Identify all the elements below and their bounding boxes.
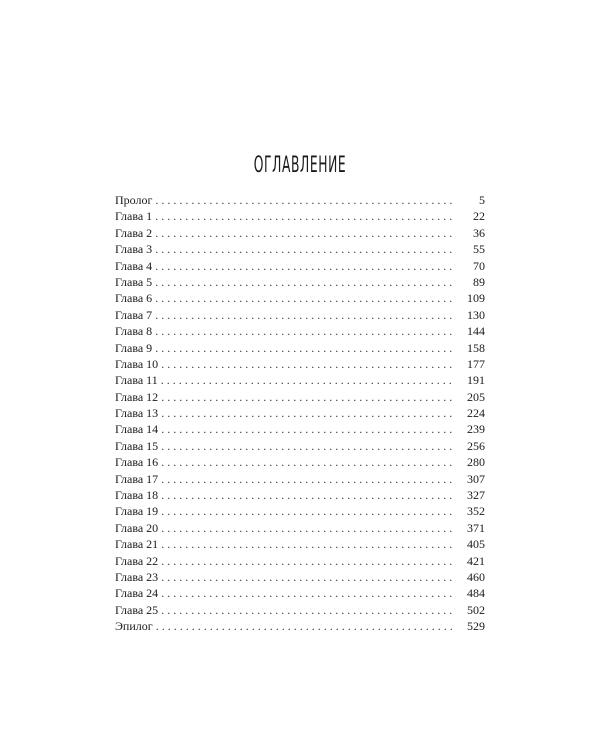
- toc-entry: [115, 569, 485, 585]
- toc-entry-page-number: 502: [467, 602, 485, 617]
- toc-entry-page-number: 239: [467, 422, 485, 437]
- dot-leader: [161, 471, 455, 487]
- toc-entry-label: Глава 9: [115, 340, 153, 355]
- toc-entry-label: Глава 13: [115, 406, 159, 421]
- toc-entry-label: Глава 25: [115, 602, 159, 617]
- dot-leader: [161, 405, 455, 421]
- toc-entry-label: Глава 2: [115, 225, 153, 240]
- toc-entry-page-number: 280: [467, 455, 485, 470]
- toc-entry: [115, 274, 485, 290]
- toc-entry-label: Глава 1: [115, 209, 153, 224]
- dot-leader: [155, 192, 455, 208]
- toc-entry: [115, 471, 485, 487]
- toc-entry: [115, 536, 485, 552]
- toc-entry: [115, 208, 485, 224]
- toc-entry-label: Глава 5: [115, 274, 153, 289]
- toc-entry: [115, 356, 485, 372]
- dot-leader: [161, 454, 455, 470]
- toc-entry-page-number: 70: [473, 258, 485, 273]
- dot-leader: [155, 274, 455, 290]
- dot-leader: [155, 290, 455, 306]
- dot-leader: [155, 258, 455, 274]
- toc-entry-label: Глава 19: [115, 504, 159, 519]
- toc-entry-page-number: 352: [467, 504, 485, 519]
- toc-entry-label: Глава 11: [115, 373, 158, 388]
- toc-entry: [115, 192, 485, 208]
- toc-entry: [115, 520, 485, 536]
- toc-entry: [115, 307, 485, 323]
- dot-leader: [161, 553, 455, 569]
- toc-entry-label: Глава 23: [115, 569, 159, 584]
- toc-entry-page-number: 405: [467, 537, 485, 552]
- toc-entry-label: Глава 24: [115, 586, 159, 601]
- toc-entry: [115, 258, 485, 274]
- dot-leader: [155, 225, 455, 241]
- toc-entry-page-number: 22: [473, 209, 485, 224]
- toc-entry: [115, 438, 485, 454]
- toc-entry-page-number: 256: [467, 438, 485, 453]
- toc-entry-label: Глава 15: [115, 438, 159, 453]
- dot-leader: [155, 307, 455, 323]
- toc-entry-label: Глава 7: [115, 307, 153, 322]
- toc-entry-label: Глава 18: [115, 488, 159, 503]
- toc-entry: [115, 225, 485, 241]
- toc-entry: [115, 585, 485, 601]
- toc-entry-page-number: 529: [467, 619, 485, 634]
- toc-entry-label: Глава 3: [115, 242, 153, 257]
- toc-entry-page-number: 130: [467, 307, 485, 322]
- dot-leader: [161, 356, 455, 372]
- toc-entry: [115, 454, 485, 470]
- toc-entry-page-number: 109: [467, 291, 485, 306]
- dot-leader: [156, 618, 455, 634]
- dot-leader: [161, 503, 455, 519]
- toc-entry-page-number: 55: [473, 242, 485, 257]
- dot-leader: [155, 323, 455, 339]
- dot-leader: [161, 438, 455, 454]
- toc-entry-label: Пролог: [115, 193, 153, 207]
- toc-entry: [115, 421, 485, 437]
- dot-leader: [161, 421, 455, 437]
- toc-entry-label: Глава 16: [115, 455, 159, 470]
- toc-entry-label: Глава 8: [115, 324, 153, 339]
- toc-entry: [115, 290, 485, 306]
- toc-entry-page-number: 307: [467, 471, 485, 486]
- toc-entry-label: Глава 12: [115, 389, 159, 404]
- toc-entry-page-number: 484: [467, 586, 485, 601]
- toc-entry: [115, 553, 485, 569]
- toc-entry: [115, 340, 485, 356]
- toc-entry-page-number: 327: [467, 488, 485, 503]
- toc-entry-label: Глава 6: [115, 291, 153, 306]
- dot-leader: [161, 602, 455, 618]
- toc-entry: [115, 503, 485, 519]
- toc-entry-page-number: 460: [467, 569, 485, 584]
- dot-leader: [161, 569, 455, 585]
- toc-entry-page-number: 191: [467, 373, 485, 388]
- dot-leader: [155, 208, 455, 224]
- toc-entry: [115, 241, 485, 257]
- toc-entry-page-number: 224: [467, 406, 485, 421]
- dot-leader: [155, 340, 455, 356]
- toc-entry-page-number: 144: [467, 324, 485, 339]
- toc-entry-label: Глава 17: [115, 471, 159, 486]
- table-of-contents: [115, 192, 485, 635]
- toc-entry-page-number: 36: [473, 225, 485, 240]
- toc-entry: [115, 323, 485, 339]
- toc-entry: [115, 487, 485, 503]
- dot-leader: [155, 241, 455, 257]
- toc-entry: [115, 372, 485, 388]
- dot-leader: [161, 487, 455, 503]
- toc-entry-label: Глава 22: [115, 553, 159, 568]
- toc-entry-page-number: 205: [467, 389, 485, 404]
- toc-entry-label: Глава 20: [115, 520, 159, 535]
- toc-entry-page-number: 177: [467, 356, 485, 371]
- toc-entry: [115, 602, 485, 618]
- toc-entry-label: Эпилог: [115, 619, 153, 634]
- toc-entry-page-number: 5: [479, 193, 485, 207]
- toc-entry: [115, 618, 485, 634]
- toc-entry-page-number: 421: [467, 553, 485, 568]
- dot-leader: [161, 372, 455, 388]
- toc-entry-label: Глава 21: [115, 537, 159, 552]
- toc-entry: [115, 405, 485, 421]
- toc-entry-label: Глава 4: [115, 258, 153, 273]
- dot-leader: [161, 585, 455, 601]
- dot-leader: [161, 520, 455, 536]
- toc-entry-label: Глава 10: [115, 356, 159, 371]
- toc-entry-page-number: 371: [467, 520, 485, 535]
- toc-entry-page-number: 158: [467, 340, 485, 355]
- dot-leader: [161, 389, 455, 405]
- dot-leader: [161, 536, 455, 552]
- toc-entry-page-number: 89: [473, 274, 485, 289]
- toc-entry: [115, 389, 485, 405]
- toc-entry-label: Глава 14: [115, 422, 159, 437]
- page-title: ОГЛАВЛЕНИЕ: [253, 153, 347, 178]
